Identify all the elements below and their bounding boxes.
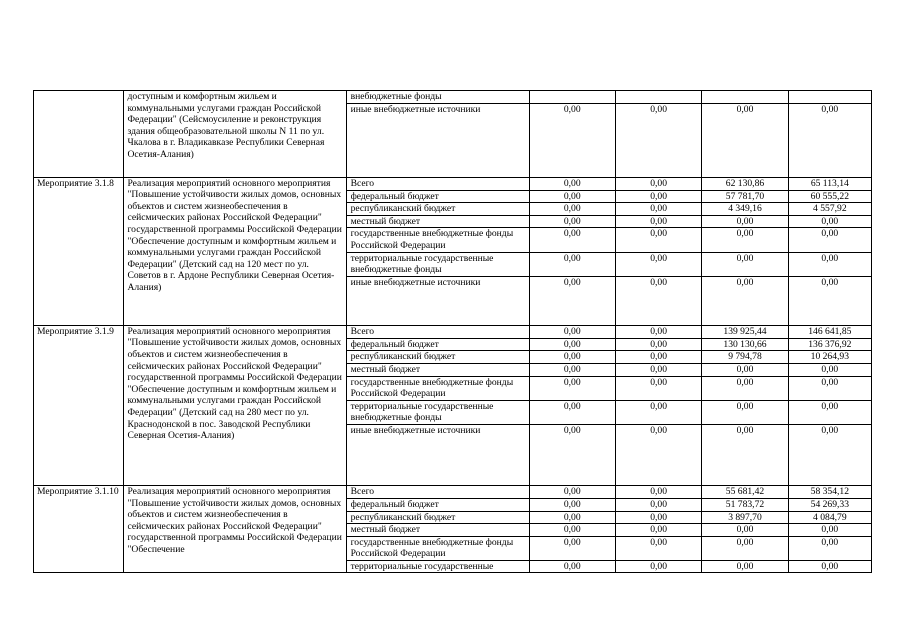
amount-cell: 0,00 xyxy=(702,524,788,537)
amount-cell xyxy=(529,91,615,104)
amount-cell: 0,00 xyxy=(702,276,788,325)
amount-cell: 9 794,78 xyxy=(702,351,788,364)
amount-cell: 0,00 xyxy=(702,400,788,424)
funding-source: федеральный бюджет xyxy=(346,338,529,351)
amount-cell: 4 084,79 xyxy=(788,511,871,524)
amount-cell: 0,00 xyxy=(702,376,788,400)
amount-cell: 0,00 xyxy=(529,325,615,338)
amount-cell: 0,00 xyxy=(702,228,788,252)
table-row xyxy=(34,485,872,498)
budget-table xyxy=(33,90,872,573)
amount-cell: 0,00 xyxy=(615,363,701,376)
amount-cell: 54 269,33 xyxy=(788,498,871,511)
event-description: Реализация мероприятий основного мероприятия "Повышение устойчивости жилых домов, основных объектов и систем жизнеобеспечения в сейсмических районах Российской Федерации" государственной программы Российской Федерации "Обеспечение доступным и комфортным жильем и коммунальными услугами граждан Российской Федерации" (Детский сад на 280 мест по ул. Краснодонской в пос. Заводской Республики Северная Осетия-Алания) xyxy=(124,325,346,485)
amount-cell: 57 781,70 xyxy=(702,190,788,203)
event-code: Мероприятие 3.1.9 xyxy=(34,325,124,485)
amount-cell: 55 681,42 xyxy=(702,485,788,498)
amount-cell: 0,00 xyxy=(529,498,615,511)
amount-cell: 10 264,93 xyxy=(788,351,871,364)
amount-cell: 0,00 xyxy=(529,252,615,276)
amount-cell: 0,00 xyxy=(615,511,701,524)
funding-source: местный бюджет xyxy=(346,215,529,228)
event-description: Реализация мероприятий основного мероприятия "Повышение устойчивости жилых домов, основных объектов и систем жизнеобеспечения в сейсмических районах Российской Федерации" государственной программы Российской Федерации "Обеспечение доступным и комфортным жильем и коммунальными услугами граждан Российской Федерации" (Детский сад на 120 мест по ул. Советов в г. Ардоне Республики Северная Осетия-Алания) xyxy=(124,177,346,325)
table-row xyxy=(34,177,872,190)
amount-cell: 62 130,86 xyxy=(702,177,788,190)
amount-cell: 0,00 xyxy=(788,400,871,424)
event-description: доступным и комфортным жильем и коммунальными услугами граждан Российской Федерации" (Сейсмоусиление и реконструкция здания общеобразовательной школы N 11 по ул. Чкалова в г. Владикавказе Республики Северная Осетия-Алания) xyxy=(124,91,346,178)
amount-cell: 0,00 xyxy=(788,363,871,376)
amount-cell: 0,00 xyxy=(615,400,701,424)
amount-cell: 0,00 xyxy=(788,536,871,560)
funding-source: иные внебюджетные источники xyxy=(346,276,529,325)
amount-cell: 60 555,22 xyxy=(788,190,871,203)
amount-cell: 0,00 xyxy=(788,103,871,177)
amount-cell: 0,00 xyxy=(529,177,615,190)
amount-cell: 0,00 xyxy=(529,363,615,376)
amount-cell: 0,00 xyxy=(702,363,788,376)
event-code: Мероприятие 3.1.10 xyxy=(34,485,124,573)
amount-cell: 0,00 xyxy=(529,511,615,524)
amount-cell: 130 130,66 xyxy=(702,338,788,351)
amount-cell: 0,00 xyxy=(615,252,701,276)
funding-source: федеральный бюджет xyxy=(346,498,529,511)
amount-cell: 0,00 xyxy=(615,524,701,537)
amount-cell: 0,00 xyxy=(615,560,701,573)
event-description: Реализация мероприятий основного мероприятия "Повышение устойчивости жилых домов, основных объектов и систем жизнеобеспечения в сейсмических районах Российской Федерации" государственной программы Российской Федерации "Обеспечение xyxy=(124,485,346,573)
amount-cell: 0,00 xyxy=(615,215,701,228)
amount-cell: 136 376,92 xyxy=(788,338,871,351)
budget-table-body xyxy=(34,91,872,573)
amount-cell: 0,00 xyxy=(529,228,615,252)
amount-cell: 0,00 xyxy=(615,351,701,364)
amount-cell: 0,00 xyxy=(615,325,701,338)
amount-cell: 0,00 xyxy=(529,203,615,216)
amount-cell: 0,00 xyxy=(529,424,615,485)
amount-cell: 65 113,14 xyxy=(788,177,871,190)
amount-cell: 0,00 xyxy=(702,103,788,177)
funding-source: иные внебюджетные источники xyxy=(346,103,529,177)
amount-cell: 0,00 xyxy=(788,376,871,400)
funding-source: иные внебюджетные источники xyxy=(346,424,529,485)
funding-source: территориальные государственные внебюджетные фонды xyxy=(346,252,529,276)
funding-source: государственные внебюджетные фонды Российской Федерации xyxy=(346,376,529,400)
amount-cell: 3 897,70 xyxy=(702,511,788,524)
funding-source: государственные внебюджетные фонды Российской Федерации xyxy=(346,536,529,560)
amount-cell: 0,00 xyxy=(702,536,788,560)
amount-cell: 0,00 xyxy=(615,376,701,400)
funding-source: Всего xyxy=(346,485,529,498)
amount-cell: 0,00 xyxy=(788,424,871,485)
amount-cell xyxy=(615,91,701,104)
funding-source: республиканский бюджет xyxy=(346,351,529,364)
amount-cell: 0,00 xyxy=(529,376,615,400)
amount-cell: 0,00 xyxy=(615,424,701,485)
table-row xyxy=(34,325,872,338)
amount-cell: 0,00 xyxy=(615,177,701,190)
amount-cell: 0,00 xyxy=(529,190,615,203)
amount-cell: 0,00 xyxy=(615,103,701,177)
amount-cell: 0,00 xyxy=(615,498,701,511)
funding-source: республиканский бюджет xyxy=(346,203,529,216)
amount-cell: 0,00 xyxy=(529,215,615,228)
amount-cell: 0,00 xyxy=(529,338,615,351)
amount-cell: 0,00 xyxy=(529,485,615,498)
amount-cell: 0,00 xyxy=(615,338,701,351)
amount-cell: 0,00 xyxy=(529,276,615,325)
funding-source: территориальные государственные xyxy=(346,560,529,573)
funding-source: республиканский бюджет xyxy=(346,511,529,524)
funding-source: территориальные государственные внебюджетные фонды xyxy=(346,400,529,424)
amount-cell xyxy=(788,91,871,104)
amount-cell: 0,00 xyxy=(788,276,871,325)
amount-cell: 0,00 xyxy=(788,228,871,252)
amount-cell: 0,00 xyxy=(615,276,701,325)
funding-source: местный бюджет xyxy=(346,524,529,537)
amount-cell xyxy=(702,91,788,104)
event-code: Мероприятие 3.1.8 xyxy=(34,177,124,325)
amount-cell: 0,00 xyxy=(615,228,701,252)
amount-cell: 0,00 xyxy=(529,351,615,364)
amount-cell: 0,00 xyxy=(529,524,615,537)
funding-source: Всего xyxy=(346,325,529,338)
amount-cell: 0,00 xyxy=(529,103,615,177)
amount-cell: 0,00 xyxy=(788,524,871,537)
amount-cell: 0,00 xyxy=(615,190,701,203)
amount-cell: 0,00 xyxy=(529,400,615,424)
amount-cell: 0,00 xyxy=(702,215,788,228)
amount-cell: 58 354,12 xyxy=(788,485,871,498)
amount-cell: 0,00 xyxy=(615,485,701,498)
amount-cell: 4 349,16 xyxy=(702,203,788,216)
amount-cell: 0,00 xyxy=(702,424,788,485)
amount-cell: 0,00 xyxy=(788,215,871,228)
funding-source: местный бюджет xyxy=(346,363,529,376)
amount-cell: 146 641,85 xyxy=(788,325,871,338)
amount-cell: 0,00 xyxy=(702,252,788,276)
amount-cell: 4 557,92 xyxy=(788,203,871,216)
amount-cell: 0,00 xyxy=(529,536,615,560)
amount-cell: 0,00 xyxy=(702,560,788,573)
amount-cell: 0,00 xyxy=(529,560,615,573)
amount-cell: 51 783,72 xyxy=(702,498,788,511)
amount-cell: 0,00 xyxy=(788,560,871,573)
table-row xyxy=(34,91,872,104)
amount-cell: 139 925,44 xyxy=(702,325,788,338)
amount-cell: 0,00 xyxy=(615,203,701,216)
amount-cell: 0,00 xyxy=(615,536,701,560)
funding-source: федеральный бюджет xyxy=(346,190,529,203)
funding-source: государственные внебюджетные фонды Российской Федерации xyxy=(346,228,529,252)
funding-source: Всего xyxy=(346,177,529,190)
event-code xyxy=(34,91,124,178)
amount-cell: 0,00 xyxy=(788,252,871,276)
funding-source: внебюджетные фонды xyxy=(346,91,529,104)
